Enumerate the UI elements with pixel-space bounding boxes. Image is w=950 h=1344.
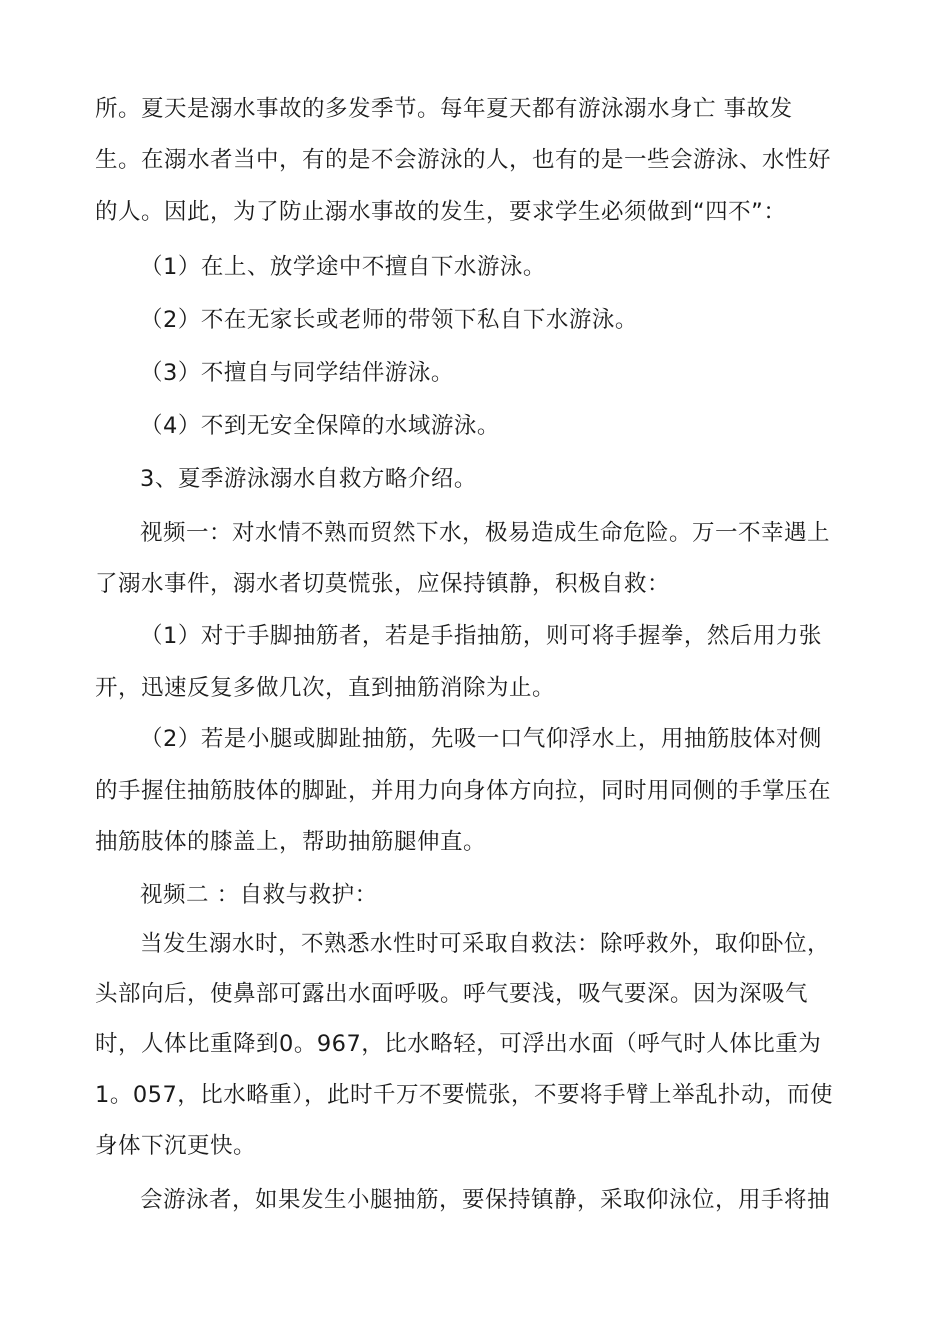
paragraph-line: 1。057，比水略重），此时千万不要慌张，不要将手臂上举乱扑动，而使 bbox=[95, 1082, 834, 1108]
subheading: 视频二 ：自救与救护： bbox=[140, 882, 378, 908]
paragraph-line: 了溺水事件，溺水者切莫慌张，应保持镇静，积极自救： bbox=[95, 571, 671, 597]
list-item: （4）不到无安全保障的水域游泳。 bbox=[140, 413, 500, 439]
list-item: （1）对于手脚抽筋者，若是手指抽筋，则可将手握拳，然后用力张 bbox=[140, 623, 822, 649]
section-heading: 3、夏季游泳溺水自救方略介绍。 bbox=[140, 466, 477, 492]
paragraph-line: 的手握住抽筋肢体的脚趾，并用力向身体方向拉，同时用同侧的手掌压在 bbox=[95, 778, 832, 804]
paragraph-line: 时，人体比重降到0。967，比水略轻，可浮出水面（呼气时人体比重为 bbox=[95, 1031, 822, 1057]
paragraph-line: 头部向后，使鼻部可露出水面呼吸。呼气要浅，吸气要深。因为深吸气 bbox=[95, 981, 809, 1007]
list-item: （1）在上、放学途中不擅自下水游泳。 bbox=[140, 254, 546, 280]
paragraph-line: 身体下沉更快。 bbox=[95, 1133, 257, 1159]
paragraph-line: 生。在溺水者当中，有的是不会游泳的人，也有的是一些会游泳、水性好 bbox=[95, 147, 832, 173]
list-item: （3）不擅自与同学结伴游泳。 bbox=[140, 360, 454, 386]
paragraph-line: 视频一：对水情不熟而贸然下水，极易造成生命危险。万一不幸遇上 bbox=[140, 520, 831, 546]
paragraph-line: 的人。因此，为了防止溺水事故的发生，要求学生必须做到“四不”： bbox=[95, 199, 787, 225]
paragraph-line: 所。夏天是溺水事故的多发季节。每年夏天都有游泳溺水身亡 事故发 bbox=[95, 96, 793, 122]
paragraph-line: 当发生溺水时，不熟悉水性时可采取自救法：除呼救外，取仰卧位， bbox=[140, 931, 831, 957]
paragraph-line: 开，迅速反复多做几次，直到抽筋消除为止。 bbox=[95, 675, 556, 701]
list-item: （2）若是小腿或脚趾抽筋，先吸一口气仰浮水上，用抽筋肢体对侧 bbox=[140, 726, 822, 752]
paragraph-line: 会游泳者，如果发生小腿抽筋，要保持镇静，采取仰泳位，用手将抽 bbox=[140, 1187, 831, 1213]
paragraph-line: 抽筋肢体的膝盖上，帮助抽筋腿伸直。 bbox=[95, 829, 487, 855]
list-item: （2）不在无家长或老师的带领下私自下水游泳。 bbox=[140, 307, 638, 333]
